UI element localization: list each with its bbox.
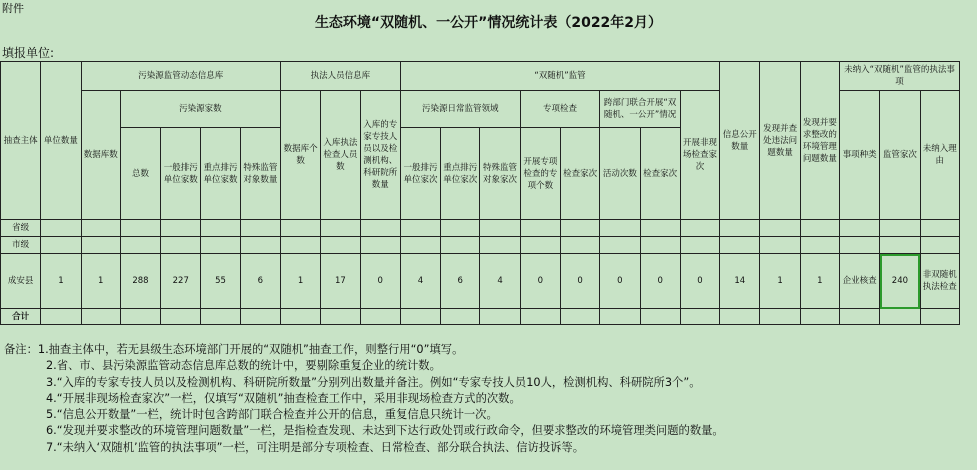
cell-special-firms[interactable]: 0: [560, 254, 599, 309]
header-public-count[interactable]: 信息公开数量: [720, 62, 760, 220]
header-special-items[interactable]: 开展专项检查的专项个数: [520, 128, 560, 220]
header-special[interactable]: 特殊监管对象数量: [240, 128, 280, 220]
cell-daily-special[interactable]: 4: [480, 254, 520, 309]
header-unit-count[interactable]: 单位数量: [41, 62, 81, 220]
filler-unit-label: 填报单位:: [2, 46, 55, 60]
cell-item-firms-selected[interactable]: 240: [880, 254, 920, 309]
notes-block: [4, 342, 724, 456]
cell-special[interactable]: 6: [240, 254, 280, 309]
header-law-issues[interactable]: 发现并查处违法问题数量: [760, 62, 800, 220]
cell-law-issues[interactable]: 1: [760, 254, 800, 309]
cell-officers[interactable]: 17: [321, 254, 360, 309]
note-line: 4.“开展非现场检查家次”一栏，仅填写“双随机”抽查检查工作中，采用非现场检查方式的次数。: [46, 391, 521, 405]
table-row: [1, 254, 960, 309]
note-line: 备注：1.抽查主体中，若无县级生态环境部门开展的“双随机”抽查工作，则整行用“0”填写。: [4, 343, 464, 356]
cell-env-issues[interactable]: 1: [800, 254, 839, 309]
header-joint[interactable]: 跨部门联合开展“双随机、一公开”情况: [600, 91, 681, 128]
row-label-county[interactable]: 成安县: [1, 254, 41, 309]
header-total[interactable]: 总数: [120, 128, 160, 220]
cell-reason[interactable]: 非双随机执法检查: [920, 254, 959, 309]
note-line: 3.“入库的专家专技人员以及检测机构、科研院所数量”分别列出数量并备注。例如“专家专技人员10人，检测机构、科研院所3个”。: [46, 375, 701, 389]
cell-public[interactable]: 14: [720, 254, 760, 309]
row-label-city[interactable]: 市级: [1, 237, 41, 254]
header-item-firms[interactable]: 监管家次: [880, 91, 920, 220]
header-daily-key[interactable]: 重点排污单位家次: [441, 128, 480, 220]
statistics-table: [0, 61, 960, 325]
header-special-check[interactable]: 专项检查: [520, 91, 600, 128]
cell-daily-key[interactable]: 6: [441, 254, 480, 309]
header-db-count[interactable]: 数据库数: [81, 91, 120, 220]
cell-joint-activities[interactable]: 0: [600, 254, 640, 309]
cell-offsite[interactable]: 0: [680, 254, 719, 309]
header-double-random[interactable]: “双随机”监管: [400, 62, 719, 91]
header-experts[interactable]: 入库的专家专技人员以及检测机构、科研院所数量: [360, 91, 400, 220]
cell-special-items[interactable]: 0: [520, 254, 560, 309]
header-joint-firms[interactable]: 检查家次: [640, 128, 680, 220]
header-daily-general[interactable]: 一般排污单位家次: [400, 128, 440, 220]
header-not-included[interactable]: 未纳入“双随机”监管的执法事项: [840, 62, 960, 91]
cell-experts[interactable]: 0: [360, 254, 400, 309]
cell-joint-firms[interactable]: 0: [640, 254, 680, 309]
header-pollution-sources[interactable]: 污染源家数: [120, 91, 280, 128]
header-daily-special[interactable]: 特殊监管对象家次: [480, 128, 520, 220]
page-title: 生态环境“双随机、一公开”情况统计表（2022年2月）: [314, 15, 663, 31]
header-offsite[interactable]: 开展非现场检查家次: [680, 91, 719, 220]
annex-label: 附件: [2, 2, 24, 15]
cell-db-count[interactable]: 1: [81, 254, 120, 309]
note-line: 7.“未纳入‘双随机’监管的执法事项”一栏，可注明是部分专项检查、日常检查、部分联合执法、信访投诉等。: [46, 440, 585, 454]
header-officers[interactable]: 入库执法检查人员数: [321, 91, 360, 220]
row-label-total[interactable]: 合计: [1, 309, 41, 325]
cell-unit-count[interactable]: 1: [41, 254, 81, 309]
note-line: 6.“发现并要求整改的环境管理问题数量”一栏，是指检查发现、未达到下达行政处罚或行政命令，但要求整改的环境管理类问题的数量。: [46, 424, 724, 438]
header-special-firms[interactable]: 检查家次: [560, 128, 599, 220]
header-subject[interactable]: 抽查主体: [1, 62, 41, 220]
cell-total[interactable]: 288: [120, 254, 160, 309]
cell-db-count-2[interactable]: 1: [280, 254, 320, 309]
header-enforcement-db[interactable]: 执法人员信息库: [280, 62, 400, 91]
row-label-province[interactable]: 省级: [1, 220, 41, 237]
header-db-count-2[interactable]: 数据库个数: [280, 91, 320, 220]
cell-general[interactable]: 227: [161, 254, 201, 309]
cell-daily-general[interactable]: 4: [400, 254, 440, 309]
header-item-type[interactable]: 事项种类: [840, 91, 880, 220]
cell-key[interactable]: 55: [201, 254, 240, 309]
header-pollution-db[interactable]: 污染源监管动态信息库: [81, 62, 280, 91]
note-line: 2.省、市、县污染源监管动态信息库总数的统计中，要剔除重复企业的统计数。: [46, 359, 441, 373]
header-general[interactable]: 一般排污单位家数: [161, 128, 201, 220]
cell-item-type[interactable]: 企业核查: [840, 254, 880, 309]
header-reason[interactable]: 未纳入理由: [920, 91, 959, 220]
header-key[interactable]: 重点排污单位家数: [201, 128, 240, 220]
note-line: 5.“信息公开数量”一栏，统计时包含跨部门联合检查并公开的信息，重复信息只统计一次。: [46, 408, 498, 422]
header-env-issues[interactable]: 发现并要求整改的环境管理问题数量: [800, 62, 839, 220]
header-daily[interactable]: 污染源日常监管领域: [400, 91, 520, 128]
header-joint-activities[interactable]: 活动次数: [600, 128, 640, 220]
